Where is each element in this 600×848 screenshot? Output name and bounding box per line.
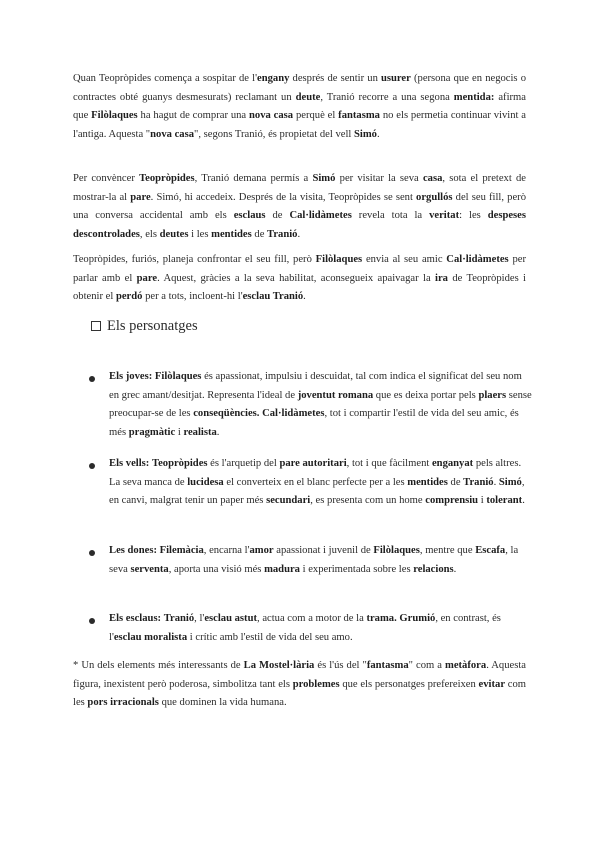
bold-text: tolerant — [486, 495, 523, 507]
bold-text: Simó — [498, 476, 522, 488]
bold-text: perdó — [115, 291, 143, 303]
bold-text: realista — [183, 426, 217, 438]
bold-text: fantasma — [366, 660, 409, 671]
bold-text: lucidesa — [187, 476, 224, 488]
bold-text: trama. — [366, 613, 397, 624]
text-run: . Simó, hi accedeix. Després de la visita, Teopròpides se sent — [150, 191, 417, 203]
bold-text: casa — [422, 173, 443, 184]
text-run: perquè el — [293, 110, 339, 122]
text-run: és l'ús del " — [314, 660, 367, 671]
bold-text: Teopròpides — [139, 173, 195, 184]
text-run: . Aquest, gràcies a la seva habilitat, aconsegueix apaivagar la — [157, 272, 436, 284]
bold-text: metàfora — [445, 660, 487, 671]
bullet-icon — [89, 376, 95, 382]
text-run: . — [522, 495, 525, 507]
bold-text: Tranió — [463, 476, 494, 488]
bold-text: enganyat — [431, 458, 474, 469]
bold-text: plaers — [478, 389, 507, 401]
text-run: Teopròpides, furiós, planeja confrontar el seu fill, però — [73, 254, 316, 265]
text-run: , mentre que — [419, 545, 476, 556]
bold-text: nova casa — [150, 128, 194, 140]
bold-text: Tranió — [163, 613, 195, 624]
bold-text: fantasma — [338, 110, 380, 122]
bold-text: madura — [264, 563, 300, 575]
bold-text: Tranió — [267, 228, 298, 240]
text-run: revela tota la — [351, 210, 430, 222]
bold-text: Filòlaques — [154, 371, 202, 382]
text-run: és apassionat, impulsiu i descuidat, tal com indica el significat del seu nom en grec amant/desitjat. Representa l'ideal de — [109, 371, 522, 401]
text-run: . — [376, 128, 380, 140]
bold-text: veritat — [429, 210, 460, 222]
paragraph-3 — [73, 251, 526, 307]
list-item-old — [109, 455, 534, 511]
bold-text: esclau astut — [204, 613, 258, 624]
bold-text: problemes — [292, 678, 340, 690]
list-item-women — [109, 542, 534, 579]
text-run: , Tranió recorre a una segona — [320, 91, 454, 103]
text-run: de — [251, 228, 268, 240]
bold-text: mentida: — [453, 91, 495, 103]
text-run: afirma que — [73, 91, 526, 122]
text-run: * Un dels elements més interessants de — [73, 660, 244, 671]
bold-text: amor — [249, 545, 274, 556]
text-run: , tot i compartir l'estil de vida del seu amic, és més — [109, 408, 519, 438]
text-run: no els permetia continuar vivint a l'antiga. Aquesta " — [73, 110, 527, 140]
footnote — [73, 657, 526, 713]
list-item-slaves — [109, 610, 534, 647]
text-run: , Tranió demana permís a — [194, 173, 313, 184]
text-run: " com a — [408, 660, 445, 671]
text-run: Per convèncer — [73, 173, 140, 184]
text-run: el converteix en el blanc perfecte per a les — [223, 476, 408, 488]
text-run: per parlar amb el — [73, 254, 526, 284]
bold-text: Els esclaus: — [109, 613, 162, 624]
text-run: pels altres. La seva manca de — [109, 458, 522, 488]
text-run: i — [478, 495, 487, 507]
text-run: ", segons Tranió, és propietat del vell — [194, 128, 354, 140]
bold-text: evitar — [478, 678, 506, 690]
bold-text: nova casa — [249, 110, 294, 122]
bullet-icon — [89, 550, 95, 556]
text-run: , sota el pretext de mostrar-la al — [73, 173, 526, 203]
text-run: del seu fill, però una conversa accidental amb els — [73, 191, 526, 222]
text-run: i les — [188, 228, 212, 240]
text-run: Quan Teopròpides comença a sospitar de l' — [73, 73, 257, 84]
bold-text: esclau moralista — [113, 631, 188, 643]
bold-text: conseqüències. — [193, 408, 260, 420]
bold-text: Simó — [312, 173, 336, 184]
text-run: i — [175, 426, 184, 438]
bold-text: pragmàtic — [128, 426, 176, 438]
text-run: , aporta una visió més — [168, 563, 265, 575]
text-run: de Teopròpides i obtenir el — [73, 272, 526, 303]
paragraph-2 — [73, 170, 526, 244]
text-run: , els — [139, 228, 160, 240]
section-heading — [91, 316, 198, 336]
paragraph-1 — [73, 70, 526, 144]
bold-text: mentides — [211, 228, 252, 240]
text-run: ha hagut de comprar una — [137, 110, 250, 122]
bold-text: Cal·lidàmetes — [446, 254, 509, 265]
bold-text: Els vells: — [109, 458, 150, 469]
bold-text: Les dones: — [109, 545, 157, 556]
bold-text: usurer — [381, 73, 411, 84]
bold-text: serventa — [130, 563, 169, 575]
text-run: , tot i que fàcilment — [346, 458, 432, 469]
bold-text: Filòlaques — [315, 254, 363, 265]
text-run: , l' — [194, 613, 205, 624]
bold-text: deute — [295, 91, 321, 103]
bold-text: Teopròpides — [151, 458, 208, 469]
bold-text: Cal·lidàmetes — [262, 408, 325, 420]
text-run: . — [493, 476, 499, 488]
text-run: . — [453, 563, 457, 575]
bold-text: Filòlaques — [91, 110, 138, 122]
text-run: per a tots, incloent-hi l' — [142, 291, 243, 303]
text-run: com les — [73, 678, 526, 709]
text-run: després de sentir un — [289, 73, 382, 84]
bold-text: Escafa — [475, 545, 506, 556]
text-run: , en contrast, és l' — [109, 613, 501, 643]
bold-text: pors irracionals — [87, 697, 159, 709]
bold-text: secundari — [266, 495, 311, 507]
text-run: que els personatges prefereixen — [339, 678, 479, 690]
text-run: de — [265, 210, 290, 222]
bold-text: Filòlaques — [373, 545, 420, 556]
text-run: sense preocupar-se de les — [109, 389, 532, 420]
list-item-young — [109, 368, 534, 442]
bold-text: pare — [136, 272, 158, 284]
bullet-icon — [89, 463, 95, 469]
bold-text: deutes — [159, 228, 189, 240]
bold-text: Grumió — [399, 613, 436, 624]
bold-text: pare autoritari — [279, 458, 347, 469]
text-run: i crític amb l'estil de vida del seu amo. — [187, 631, 353, 643]
section-heading-text: Els personatges — [107, 318, 198, 334]
bold-text: pare — [130, 191, 151, 203]
text-run: i experimentada sobre les — [299, 563, 414, 575]
text-run: . Aquesta figura, inexistent però poderosa, simbolitza tant els — [73, 660, 526, 690]
bold-text: esclaus — [233, 210, 266, 222]
text-run: de — [447, 476, 464, 488]
bold-text: ira — [435, 272, 448, 284]
text-run: per visitar la seva — [335, 173, 423, 184]
bold-text: Simó — [353, 128, 377, 140]
text-run: , en canvi, malgrat tenir un paper més — [109, 476, 525, 507]
bold-text: comprensiu — [425, 495, 479, 507]
text-run: . — [297, 228, 301, 240]
bold-text: orgullós — [416, 191, 453, 203]
bold-text: La Mostel·lària — [243, 660, 315, 671]
text-run: , la seva — [109, 545, 519, 575]
bold-text: Filemàcia — [159, 545, 204, 556]
bold-text: esclau Tranió — [242, 291, 304, 303]
bold-text: Cal·lidàmetes — [289, 210, 352, 222]
text-run: (persona que en negocis o contractes obté guanys desmesurats) reclamant un — [73, 73, 526, 103]
text-run: que dominen la vida humana. — [158, 697, 287, 709]
bold-text: mentides — [407, 476, 448, 488]
bold-text: joventut romana — [297, 389, 374, 401]
bold-text: relacions — [413, 563, 454, 575]
text-run: , actua com a motor de la — [257, 613, 367, 624]
text-run: : les — [459, 210, 488, 222]
text-run: és l'arquetip del — [207, 458, 280, 469]
text-run: . — [216, 426, 220, 438]
bold-text: despeses descontrolades — [73, 210, 526, 240]
text-run: que es deixa portar pels — [373, 389, 479, 401]
checkbox-icon — [91, 321, 101, 331]
text-run: apassionat i juvenil de — [273, 545, 374, 556]
text-run: , es presenta com un home — [310, 495, 426, 507]
bold-text: engany — [257, 73, 290, 84]
text-run: , encarna l' — [203, 545, 250, 556]
bold-text: Els joves: — [109, 371, 153, 382]
text-run: envia al seu amic — [362, 254, 447, 265]
bullet-icon — [89, 618, 95, 624]
text-run: . — [303, 291, 306, 303]
